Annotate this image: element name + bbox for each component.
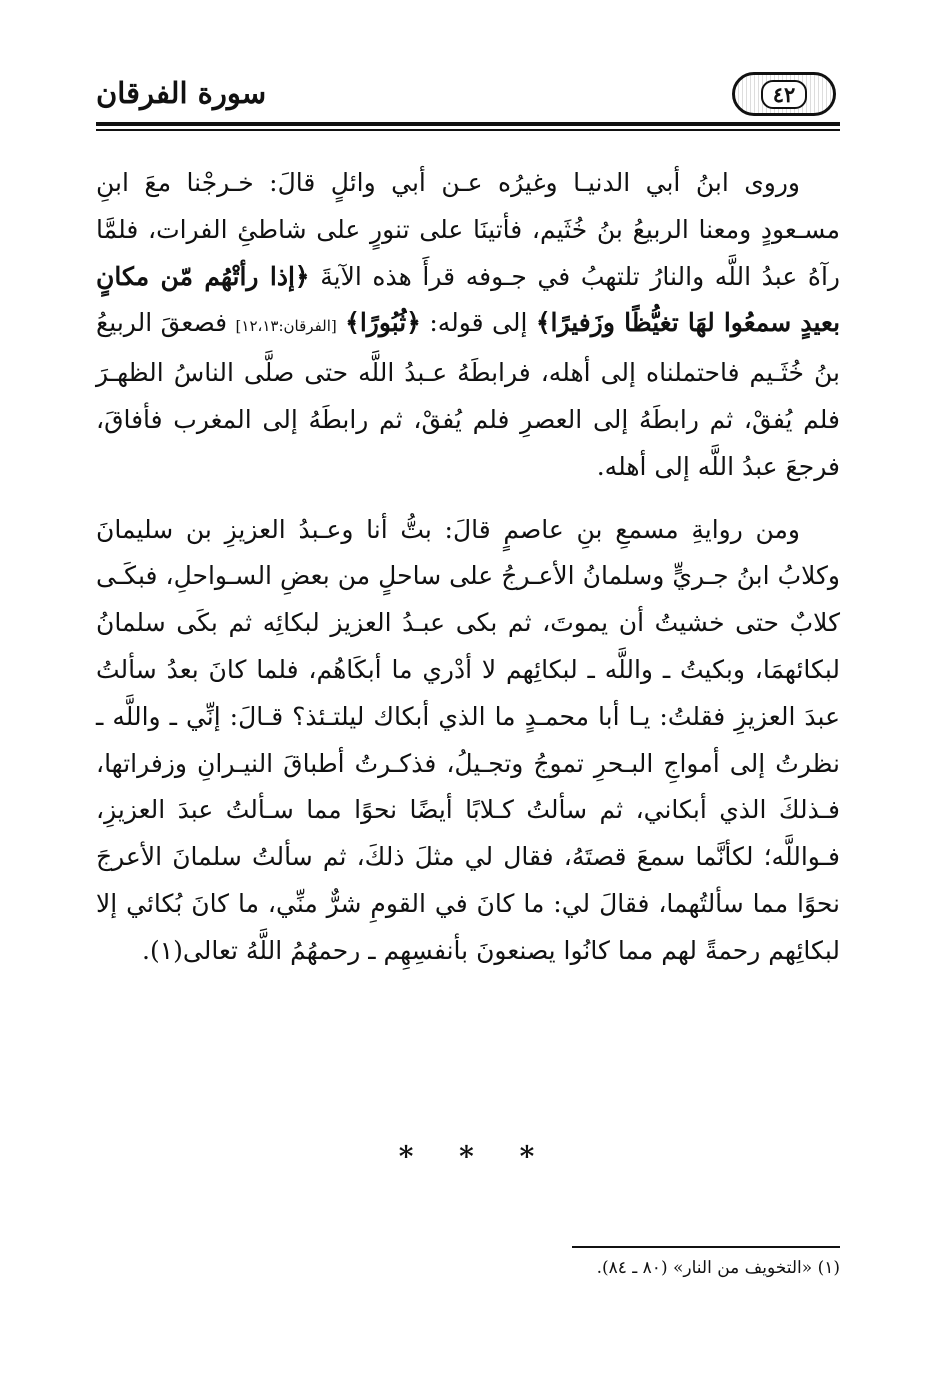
page-number-badge — [732, 72, 836, 116]
surah-title: سورة الفرقان — [96, 76, 267, 110]
header-rule-thin — [96, 129, 840, 131]
verse-reference: [الفرقان:١٢،١٣] — [235, 317, 337, 336]
paragraph-1-intro: وروى ابنُ أبي الدنيـا وغيرُه عـن أبي وائلٍ قالَ: خـرجْنا معَ ابنِ مسـعودٍ ومعنا الربيعُ بنُ خُثَيم، فأتينَا على تنورٍ على شاطئِ الفرات، فلمَّا رآهُ عبدُ اللَّه والنارُ تلتهبُ في جـوفه قرأَ هذه الآيةَ — [96, 168, 840, 291]
paragraph-2: ومن روايةِ مسمعِ بنِ عاصمٍ قالَ: بتُّ أنا وعـبدُ العزيزِ بن سليمانَ وكلابُ ابنُ جـريٍّ وسلمانُ الأعـرجُ على ساحلٍ من بعضِ السـواحلِ، فبكَـى كلابٌ حتى خشيتُ أن يموتَ، ثم بكى عبـدُ العزيز لبكائِه ثم بكَى سلمانُ لبكائهمَا، وبكيتُ ـ واللَّه ـ لبكائِهم لا أدْري ما أبكَاهُم، فلما كانَ بعدُ سألتُ عبدَ العزيزِ فقلتُ: يـا أبا محمـدٍ ما الذي أبكاك ليلتـئذ؟ قـالَ: إنِّي ـ واللَّه ـ نظرتُ إلى أمواجِ البـحرِ تموجُ وتجـيلُ، فذكـرتُ أطباقَ النيـرانِ وزفراتها، فـذلكَ الذي أبكاني، ثم سألتُ كـلابًا أيضًا نحوًا مما سـألتُ عبدَ العزيزِ، فـواللَّه؛ لكأنَّما سمعَ قصتَهُ، فقال لي مثلَ ذلكَ، ثم سألتُ سلمانَ الأعرجَ نحوًا مما سألتُهما، فقالَ لي: ما كانَ في القومِ شرٌّ منِّي، ما كانَ بُكائي إلا لبكائِهم رحمةً لهم مما كانُوا يصنعونَ بأنفسِهِم ـ رحمهُمُ اللَّهُ تعالى(١). — [96, 514, 840, 965]
paragraph-1 — [96, 160, 840, 491]
header-rule-thick — [96, 122, 840, 126]
quran-verse: ﴿إذا رأتْهُم مّن مكانٍ بعيدٍ سمعُوا لهَا تغيُّظًا وزَفيرًا﴾ — [96, 261, 841, 338]
footnote: (١) «التخويف من النار» (٨٠ ـ ٨٤). — [596, 1258, 840, 1278]
footnote-rule — [572, 1246, 840, 1248]
paragraph-1-mid: إلى قوله: — [429, 308, 528, 338]
page-number: ٤٢ — [761, 80, 808, 109]
paragraph-1-rest: فصعقَ الربيعُ بنُ خُثَـيم فاحتملناه إلى أهله، فرابطَهُ عـبدُ اللَّه حتى صلَّى الناسُ الظهـرَ فلم يُفقْ، ثم رابطَهُ إلى العصرِ فلم يُفقْ، ثم رابطَهُ إلى المغرب فأفاقَ، فرجعَ عبدُ اللَّه إلى أهله. — [96, 308, 840, 481]
main-text — [96, 160, 840, 975]
page-header — [96, 70, 840, 140]
quran-verse-end: ﴿ثُبُورًا﴾ — [345, 308, 421, 338]
section-separator: * * * — [398, 1140, 553, 1173]
